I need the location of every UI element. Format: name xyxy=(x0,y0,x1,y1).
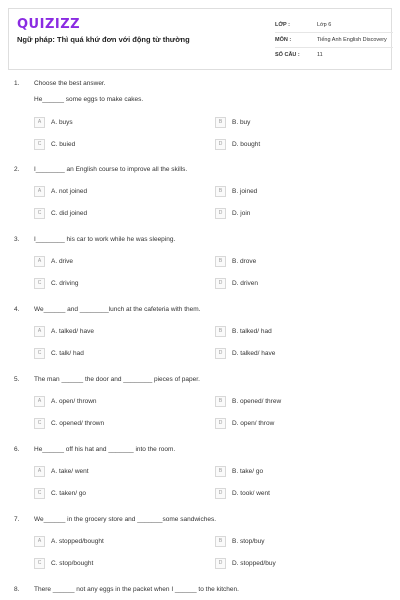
question-number: 3. xyxy=(14,236,20,243)
question-prompt: I________ his car to work while he was sleeping. xyxy=(34,236,176,243)
option-letter-box: C xyxy=(34,418,45,429)
question-prompt: We______ in the grocery store and _______some sandwiches. xyxy=(34,516,216,523)
option-text: A. buys xyxy=(51,119,73,126)
worksheet-header xyxy=(8,8,392,70)
meta-row-subject xyxy=(275,33,393,48)
option-letter-box: D xyxy=(215,139,226,150)
option-letter-box: A xyxy=(34,256,45,267)
option-text: B. opened/ threw xyxy=(232,398,282,405)
option-letter-box: A xyxy=(34,117,45,128)
option-letter-box: B xyxy=(215,117,226,128)
option-text: D. open/ throw xyxy=(232,420,275,427)
option-text: B. drove xyxy=(232,258,257,265)
meta-row-class xyxy=(275,18,393,33)
question-prompt: We______ and ________lunch at the cafeteria with them. xyxy=(34,306,201,313)
option-text: A. drive xyxy=(51,258,74,265)
option-text: B. joined xyxy=(232,188,258,195)
option-letter-box: B xyxy=(215,256,226,267)
option-letter-box: D xyxy=(215,558,226,569)
question-number: 7. xyxy=(14,516,20,523)
option-text: A. open/ thrown xyxy=(51,398,97,405)
question-prompt: I________ an English course to improve all the skills. xyxy=(34,166,188,173)
meta-row-count xyxy=(275,48,393,63)
meta-label: LỚP : xyxy=(275,22,290,28)
option-letter-box: B xyxy=(215,186,226,197)
quizizz-logo: QUIZIZZ xyxy=(17,17,81,32)
option-text: D. join xyxy=(232,210,251,217)
meta-label: SỐ CÂU : xyxy=(275,52,300,58)
option-letter-box: D xyxy=(215,488,226,499)
option-text: D. driven xyxy=(232,280,259,287)
meta-label: MÔN : xyxy=(275,37,292,43)
option-letter-box: A xyxy=(34,466,45,477)
option-letter-box: C xyxy=(34,139,45,150)
question-prompt: He______ off his hat and _______ into the room. xyxy=(34,446,176,453)
option-text: A. not joined xyxy=(51,188,88,195)
option-text: A. take/ went xyxy=(51,468,89,475)
question-number: 5. xyxy=(14,376,20,383)
option-letter-box: A xyxy=(34,396,45,407)
option-text: B. stop/buy xyxy=(232,538,265,545)
option-text: D. took/ went xyxy=(232,490,270,497)
option-text: C. did joined xyxy=(51,210,88,217)
question-prompt: Choose the best answer. xyxy=(34,80,106,87)
option-text: C. buied xyxy=(51,141,76,148)
option-letter-box: B xyxy=(215,536,226,547)
option-text: B. buy xyxy=(232,119,251,126)
option-text: C. driving xyxy=(51,280,79,287)
option-letter-box: C xyxy=(34,558,45,569)
meta-value: Lớp 6 xyxy=(317,22,332,28)
question-number: 4. xyxy=(14,306,20,313)
option-text: B. talked/ had xyxy=(232,328,272,335)
option-text: B. take/ go xyxy=(232,468,264,475)
option-text: D. bought xyxy=(232,141,261,148)
question-prompt: The man ______ the door and ________ pieces of paper. xyxy=(34,376,200,383)
question-number: 8. xyxy=(14,586,20,593)
meta-value: Tiếng Anh English Discovery xyxy=(317,37,387,43)
question-number: 1. xyxy=(14,80,20,87)
option-letter-box: D xyxy=(215,208,226,219)
option-letter-box: A xyxy=(34,536,45,547)
option-text: C. stop/bought xyxy=(51,560,94,567)
option-text: A. stopped/bought xyxy=(51,538,104,545)
worksheet-title: Ngữ pháp: Thì quá khứ đơn với động từ thường xyxy=(17,35,190,44)
option-text: D. stopped/buy xyxy=(232,560,276,567)
option-letter-box: C xyxy=(34,208,45,219)
option-letter-box: A xyxy=(34,186,45,197)
option-letter-box: A xyxy=(34,326,45,337)
option-letter-box: B xyxy=(215,466,226,477)
question-sentence: He______ some eggs to make cakes. xyxy=(34,96,144,103)
meta-value: 11 xyxy=(317,52,323,58)
option-text: C. taken/ go xyxy=(51,490,87,497)
option-letter-box: C xyxy=(34,348,45,359)
question-number: 2. xyxy=(14,166,20,173)
option-letter-box: B xyxy=(215,396,226,407)
option-letter-box: D xyxy=(215,278,226,289)
worksheet-meta xyxy=(275,18,393,63)
option-text: D. talked/ have xyxy=(232,350,276,357)
option-letter-box: C xyxy=(34,278,45,289)
question-number: 6. xyxy=(14,446,20,453)
option-text: C. opened/ thrown xyxy=(51,420,105,427)
option-letter-box: D xyxy=(215,348,226,359)
option-letter-box: D xyxy=(215,418,226,429)
option-letter-box: B xyxy=(215,326,226,337)
option-text: A. talked/ have xyxy=(51,328,94,335)
option-text: C. talk/ had xyxy=(51,350,84,357)
question-prompt: There ______ not any eggs in the packet when I ______ to the kitchen. xyxy=(34,586,239,593)
option-letter-box: C xyxy=(34,488,45,499)
